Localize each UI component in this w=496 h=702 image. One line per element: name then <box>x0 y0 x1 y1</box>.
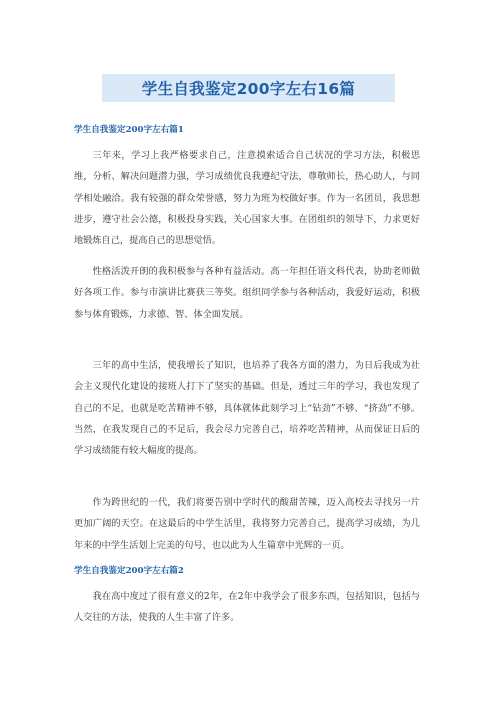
section-heading-2: 学生自我鉴定200字左右篇2 <box>74 566 184 576</box>
section-2-paragraph-1: 我在高中度过了很有意义的2年，在2年中我学会了很多东西，包括知识，包括与人交往的方法，使我的人生丰富了许多。 <box>74 591 420 624</box>
page-title: 学生自我鉴定200字左右16篇 <box>141 80 356 98</box>
section-1-paragraph-1: 三年来，学习上我严格要求自己，注意摸索适合自己状况的学习方法，积极思维，分析、解决问题潜力强，学习成绩优良我遵纪守法，尊敬师长，热心助人，与同学相处融洽。我有较强的群众荣誉感，努力为班为校做好事。作为一名团员，我思想进步，遵守社会公德，积极投身实践，关心国家大事。在团组织的领导下，力求更好地锻炼自己，提高自己的思想觉悟。 <box>74 150 420 247</box>
title-banner <box>102 74 395 102</box>
section-heading-1: 学生自我鉴定200字左右篇1 <box>74 125 184 135</box>
section-1-paragraph-3: 三年的高中生活，使我增长了知识，也培养了我各方面的潜力，为日后我成为社会主义现代化建设的接班人打下了坚实的基础。但是，透过三年的学习，我也发现了自己的不足，也就是吃苦精神不够，具体就体此刻学习上“钻劲”不够、“挤劲”不够。当然，在我发现自己的不足后，我会尽力完善自己，培养吃苦精神，从而保证日后的学习成绩能有较大幅度的提高。 <box>74 360 420 457</box>
section-1-paragraph-2: 性格活泼开朗的我积极参与各种有益活动。高一年担任语文科代表，协助老师做好各项工作。参与市演讲比赛获三等奖。组织同学参与各种活动，我爱好运动，积极参与体育锻炼，力求德、智、体全面发展。 <box>74 266 420 320</box>
section-1-paragraph-4: 作为跨世纪的一代，我们将要告别中学时代的酸甜苦辣，迈入高校去寻找另一片更加广阔的天空。在这最后的中学生活里，我将努力完善自己，提高学习成绩，为几年来的中学生活划上完美的句号，也以此为人生篇章中光辉的一页。 <box>74 497 420 551</box>
